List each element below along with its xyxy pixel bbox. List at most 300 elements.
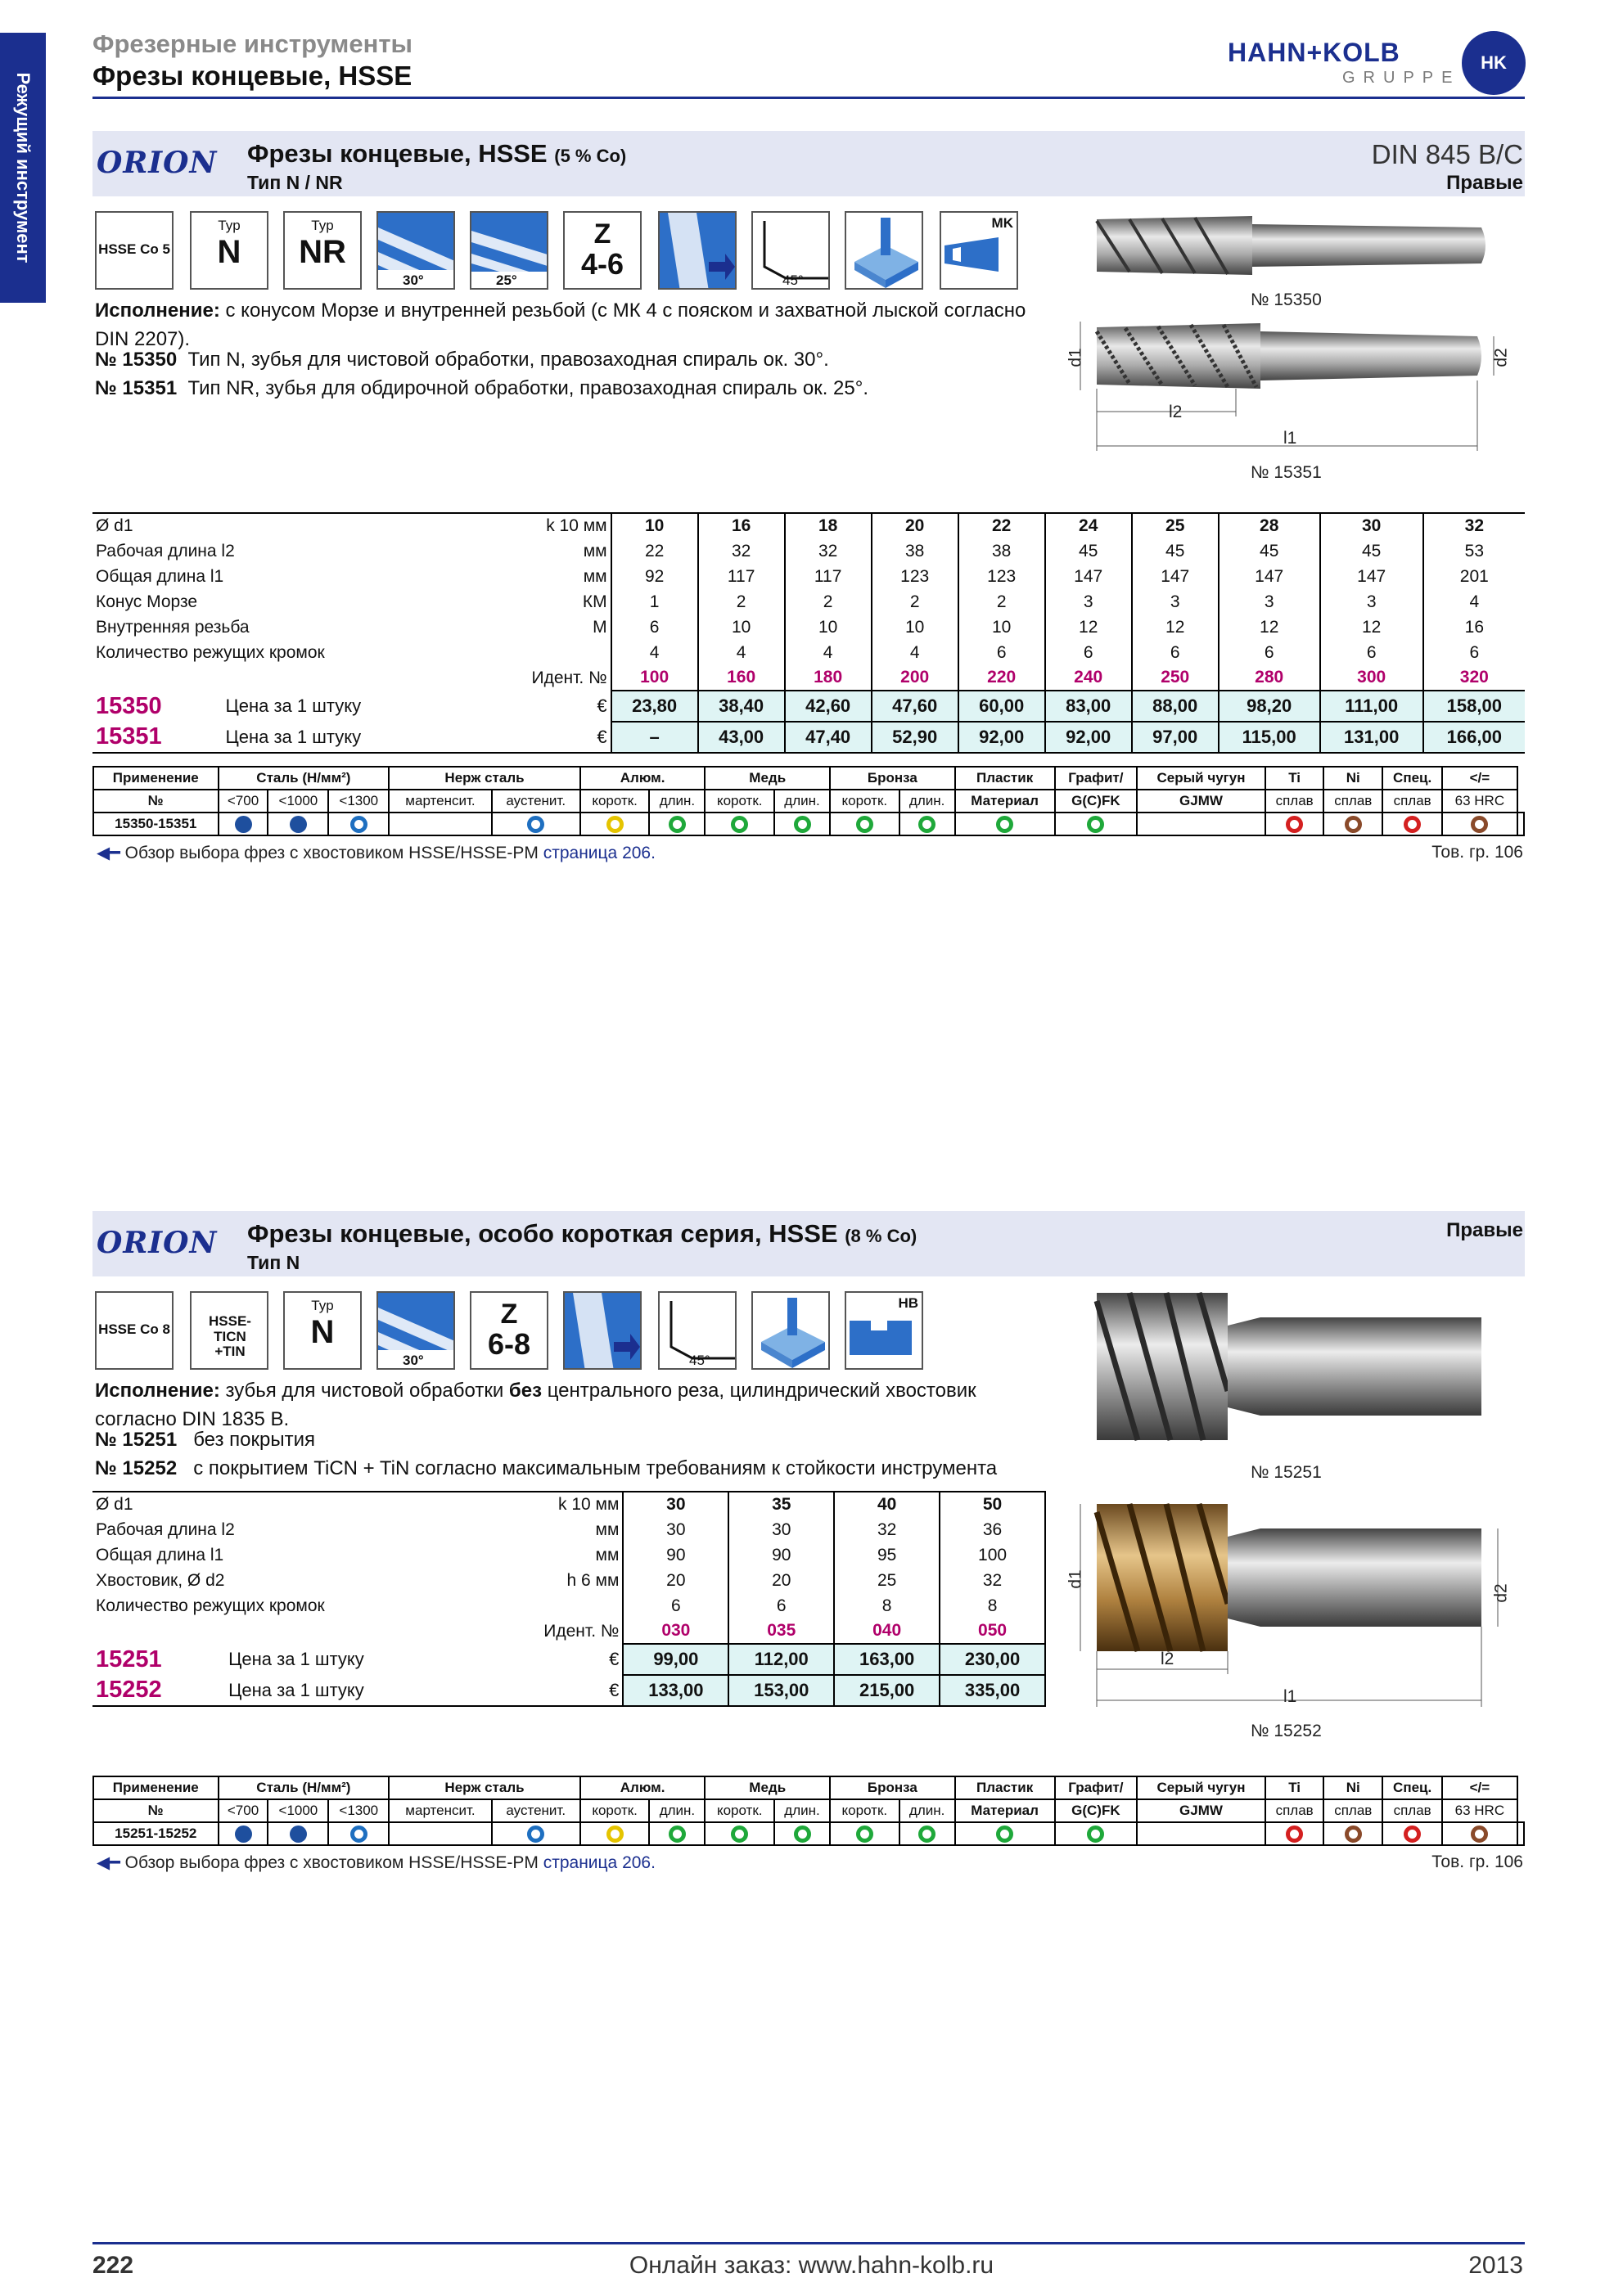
suitability-cell <box>774 1822 830 1845</box>
suitability-dot-icon <box>856 816 873 833</box>
app-subheader-cell: коротк. <box>830 790 899 813</box>
suitability-cell <box>1055 1822 1138 1845</box>
section2-title: Фрезы концевые, особо короткая серия, HSSE (8 % Co) <box>247 1219 917 1248</box>
suitability-cell <box>268 1822 328 1845</box>
helix-30-icon: 30° <box>376 211 455 290</box>
spec-unit: M <box>593 617 607 637</box>
app-header-cell: Пластик <box>955 767 1055 790</box>
spec-row <box>92 538 1525 564</box>
back-arrow-icon: ◀━ <box>97 1853 120 1872</box>
app-header-cell: Алюм. <box>580 1776 706 1799</box>
ident-number: 040 <box>834 1618 940 1644</box>
section1-product-group: Тов. гр. 106 <box>1431 843 1523 862</box>
app-subheader-cell: аустенит. <box>492 1799 580 1822</box>
side-tab[interactable] <box>0 33 46 303</box>
suitability-cell <box>492 813 580 835</box>
spec-value: 4 <box>611 640 698 665</box>
page-number: 222 <box>92 2252 134 2279</box>
article-number: 15251 <box>96 1645 162 1672</box>
spec-value: 25 <box>1132 513 1219 538</box>
suitability-cell <box>705 813 774 835</box>
app-subheader-cell: мартенсит. <box>389 1799 492 1822</box>
spec-unit: мм <box>595 1519 620 1539</box>
price-value: 133,00 <box>623 1675 728 1706</box>
app-subheader-cell: <1000 <box>268 1799 328 1822</box>
price-value: 47,60 <box>872 691 958 722</box>
app-subheader-cell: G(C)FK <box>1055 1799 1138 1822</box>
spec-value: 6 <box>1423 640 1525 665</box>
section1-line-15351: № 15351 Тип NR, зубья для обдирочной обработки, правозаходная спираль ок. 25°. <box>95 377 868 399</box>
suitability-dot-icon <box>350 816 367 833</box>
spec-value: 38 <box>958 538 1045 564</box>
spec-value: 45 <box>1132 538 1219 564</box>
dim-l1: l1 <box>1283 429 1297 448</box>
app-header-cell: Спец. <box>1382 767 1442 790</box>
suitability-cell <box>580 1822 650 1845</box>
suitability-dot-icon <box>731 1826 748 1843</box>
suitability-dot-icon <box>1471 1826 1488 1843</box>
spec-value: 22 <box>611 538 698 564</box>
spec-value: 32 <box>1423 513 1525 538</box>
suitability-cell <box>955 813 1055 835</box>
section2-direction: Правые <box>1446 1219 1523 1241</box>
spec-value: 16 <box>1423 615 1525 640</box>
price-value: 158,00 <box>1423 691 1525 722</box>
suitability-cell <box>219 1822 268 1845</box>
currency: € <box>597 726 607 747</box>
suitability-cell <box>1442 1822 1517 1845</box>
suitability-cell <box>1265 1822 1324 1845</box>
section2-note: ◀━ Обзор выбора фрез с хвостовиком HSSE/HSSE-PM страница 206. <box>97 1853 656 1872</box>
spec-unit: k 10 мм <box>558 1495 620 1514</box>
suitability-dot-icon <box>1345 1826 1362 1843</box>
spec-value: 4 <box>698 640 785 665</box>
spec-value: 100 <box>940 1542 1045 1568</box>
spec-value: 147 <box>1320 564 1423 589</box>
section2-application-table <box>92 1776 1525 1846</box>
price-value: 38,40 <box>698 691 785 722</box>
ident-number: 035 <box>728 1618 834 1644</box>
price-value: 215,00 <box>834 1675 940 1706</box>
suitability-cell <box>1517 1822 1524 1845</box>
app-subheader-cell: аустенит. <box>492 790 580 813</box>
spec-value: 20 <box>623 1568 728 1593</box>
app-subheader-cell: длин. <box>899 790 955 813</box>
suitability-dot-icon <box>731 816 748 833</box>
page-title: Фрезы концевые, HSSE <box>92 61 413 91</box>
caption-15351: № 15351 <box>1251 463 1322 482</box>
spec-value: 92 <box>611 564 698 589</box>
app-subheader-cell: мартенсит. <box>389 790 492 813</box>
spec-value: 10 <box>958 615 1045 640</box>
app-subheader-cell: <700 <box>219 1799 268 1822</box>
tool-image-15350 <box>1080 205 1490 286</box>
shank-hb-icon: HB <box>845 1291 923 1370</box>
price-value: 60,00 <box>958 691 1045 722</box>
spec-value: 2 <box>872 589 958 615</box>
suitability-dot-icon <box>235 816 252 833</box>
ident-number: 030 <box>623 1618 728 1644</box>
spec-value: 18 <box>785 513 872 538</box>
suitability-dot-icon <box>1087 816 1104 833</box>
price-value: 97,00 <box>1132 722 1219 753</box>
price-label: Цена за 1 штуку <box>228 1679 364 1700</box>
section1-brand-logo: ORION <box>97 146 218 180</box>
suitability-dot-icon <box>1286 816 1303 833</box>
article-number: 15252 <box>96 1677 162 1703</box>
material-hsse-co8-icon: HSSE Co 8 <box>95 1291 174 1370</box>
spec-label: Количество режущих кромок <box>96 1596 325 1615</box>
back-arrow-icon: ◀━ <box>97 844 120 862</box>
spec-row <box>92 1517 1045 1542</box>
suitability-dot-icon <box>1345 816 1362 833</box>
price-value: 92,00 <box>958 722 1045 753</box>
section1-type-line: Тип N / NR <box>247 172 343 193</box>
app-subheader-cell: 63 HRC <box>1442 790 1517 813</box>
price-row <box>92 1675 1045 1706</box>
spec-unit: h 6 мм <box>566 1570 620 1590</box>
suitability-dot-icon <box>918 1826 935 1843</box>
spec-value: 10 <box>611 513 698 538</box>
dim-d1: d1 <box>1066 1569 1085 1589</box>
company-logo[interactable] <box>1228 31 1522 95</box>
spec-row <box>92 1542 1045 1568</box>
section1-line-15350: № 15350 Тип N, зубья для чистовой обработки, правозаходная спираль ок. 30°. <box>95 349 829 371</box>
app-header-cell: Применение <box>93 767 219 790</box>
app-header-cell: Бронза <box>830 767 955 790</box>
app-subheader-cell: длин. <box>774 1799 830 1822</box>
app-header-cell: Медь <box>705 1776 830 1799</box>
spec-row <box>92 1568 1045 1593</box>
app-subheader-cell: сплав <box>1323 1799 1382 1822</box>
tool-image-15251 <box>1089 1285 1498 1448</box>
price-value: 163,00 <box>834 1644 940 1675</box>
suitability-cell <box>1265 813 1324 835</box>
price-value: 112,00 <box>728 1644 834 1675</box>
spec-value: 6 <box>728 1593 834 1618</box>
price-row <box>92 691 1525 722</box>
ident-number: 180 <box>785 665 872 691</box>
suitability-cell <box>705 1822 774 1845</box>
section1-application-table <box>92 766 1525 836</box>
footer-year: 2013 <box>1468 2252 1523 2279</box>
app-header-cell: Алюм. <box>580 767 706 790</box>
spec-value: 2 <box>785 589 872 615</box>
suitability-dot-icon <box>669 816 686 833</box>
spec-value: 6 <box>1045 640 1132 665</box>
suitability-dot-icon <box>527 1826 544 1843</box>
suitability-cell <box>580 813 650 835</box>
price-value: 92,00 <box>1045 722 1132 753</box>
suitability-dot-icon <box>235 1826 252 1843</box>
ident-number: 100 <box>611 665 698 691</box>
spec-value: 36 <box>940 1517 1045 1542</box>
shank-mk-icon: MK <box>940 211 1018 290</box>
spec-value: 1 <box>611 589 698 615</box>
price-value: 52,90 <box>872 722 958 753</box>
suitability-dot-icon <box>669 1826 686 1843</box>
spec-unit <box>485 1593 624 1618</box>
material-hsse-co5-icon: HSSE Co 5 <box>95 211 174 290</box>
suitability-dot-icon <box>527 816 544 833</box>
spec-value: 30 <box>1320 513 1423 538</box>
app-header-cell: </= <box>1442 767 1517 790</box>
spec-value: 22 <box>958 513 1045 538</box>
spec-value: 45 <box>1045 538 1132 564</box>
spec-value: 24 <box>1045 513 1132 538</box>
ident-number: 050 <box>940 1618 1045 1644</box>
spec-value: 16 <box>698 513 785 538</box>
ident-label: Идент. № <box>543 1621 620 1641</box>
spec-value: 95 <box>834 1542 940 1568</box>
suitability-cell <box>899 813 955 835</box>
suitability-dot-icon <box>1471 816 1488 833</box>
suitability-dot-icon <box>350 1826 367 1843</box>
suitability-dot-icon <box>606 816 624 833</box>
currency: € <box>597 696 607 716</box>
spec-label: Хвостовик, Ø d2 <box>96 1570 225 1590</box>
suitability-cell <box>830 813 899 835</box>
ident-number: 320 <box>1423 665 1525 691</box>
spec-label: Общая длина l1 <box>96 566 224 586</box>
app-subheader-cell: коротк. <box>830 1799 899 1822</box>
plunge-milling-icon <box>751 1291 830 1370</box>
section1-spec-table <box>92 512 1525 754</box>
spec-label: Ø d1 <box>96 516 133 535</box>
spec-value: 35 <box>728 1492 834 1517</box>
app-header-cell: Серый чугун <box>1137 1776 1265 1799</box>
spec-value: 123 <box>872 564 958 589</box>
app-header-cell: Ti <box>1265 1776 1324 1799</box>
app-subheader-cell: Материал <box>955 1799 1055 1822</box>
spec-value: 117 <box>785 564 872 589</box>
app-subheader-cell: длин. <box>649 790 705 813</box>
ident-label: Идент. № <box>531 668 607 687</box>
spec-value: 147 <box>1132 564 1219 589</box>
section2-note-link[interactable]: страница 206. <box>543 1853 656 1872</box>
suitability-cell <box>492 1822 580 1845</box>
spec-value: 10 <box>872 615 958 640</box>
app-header-cell: Графит/ <box>1055 767 1138 790</box>
spec-value: 12 <box>1320 615 1423 640</box>
ident-number: 160 <box>698 665 785 691</box>
suitability-cell <box>1442 813 1517 835</box>
app-subheader-cell: сплав <box>1382 790 1442 813</box>
price-value: – <box>611 722 698 753</box>
tool-image-15252 <box>1072 1497 1514 1710</box>
price-row <box>92 722 1525 753</box>
type-n-icon: Typ N <box>283 1291 362 1370</box>
price-value: 131,00 <box>1320 722 1423 753</box>
app-subheader-cell: сплав <box>1265 1799 1324 1822</box>
price-value: 166,00 <box>1423 722 1525 753</box>
spec-row <box>92 564 1525 589</box>
ident-number: 240 <box>1045 665 1132 691</box>
dim-d2: d2 <box>1491 1583 1511 1603</box>
suitability-dot-icon <box>1286 1826 1303 1843</box>
ident-number: 220 <box>958 665 1045 691</box>
section2-line-15251: № 15251 без покрытия <box>95 1429 315 1451</box>
app-subheader-cell: <1300 <box>328 1799 389 1822</box>
spec-label: Конус Морзе <box>96 592 198 611</box>
spec-value: 3 <box>1045 589 1132 615</box>
dim-d2: d2 <box>1491 348 1511 367</box>
app-subheader-cell: длин. <box>774 790 830 813</box>
suitability-cell <box>219 813 268 835</box>
section1-title: Фрезы концевые, HSSE (5 % Co) <box>247 139 627 168</box>
spec-value: 4 <box>1423 589 1525 615</box>
app-header-cell: Ti <box>1265 767 1324 790</box>
spec-value: 30 <box>623 1492 728 1517</box>
spec-value: 12 <box>1045 615 1132 640</box>
app-subheader-cell: коротк. <box>705 1799 774 1822</box>
spec-value: 40 <box>834 1492 940 1517</box>
price-value: 47,40 <box>785 722 872 753</box>
suitability-cell <box>1055 813 1138 835</box>
suitability-cell <box>1323 1822 1382 1845</box>
spec-label: Внутренняя резьба <box>96 617 250 637</box>
app-header-cell: Спец. <box>1382 1776 1442 1799</box>
logo-text: HAHN+KOLB <box>1228 38 1400 67</box>
dim-l2: l2 <box>1161 1650 1174 1668</box>
app-subheader-cell: 63 HRC <box>1442 1799 1517 1822</box>
spec-label: Рабочая длина l2 <box>96 541 235 560</box>
suitability-dot-icon <box>794 1826 811 1843</box>
spec-value: 117 <box>698 564 785 589</box>
price-label: Цена за 1 штуку <box>225 726 362 747</box>
section2-line-15252: № 15252 с покрытием TiCN + TiN согласно максимальным требованиям к стойкости инструмента <box>95 1457 998 1479</box>
app-header-cell: Графит/ <box>1055 1776 1138 1799</box>
app-header-cell: Сталь (Н/мм²) <box>219 1776 390 1799</box>
app-subheader-cell: <1000 <box>268 790 328 813</box>
spec-value: 8 <box>940 1593 1045 1618</box>
spec-unit: мм <box>595 1545 620 1564</box>
spec-value: 6 <box>611 615 698 640</box>
section2-product-group: Тов. гр. 106 <box>1431 1853 1523 1871</box>
suitability-cell <box>268 813 328 835</box>
spec-unit <box>476 640 611 665</box>
spec-row <box>92 513 1525 538</box>
spec-value: 147 <box>1045 564 1132 589</box>
footer-rule <box>92 2242 1525 2244</box>
spec-value: 2 <box>698 589 785 615</box>
spec-value: 90 <box>728 1542 834 1568</box>
app-header-cell: </= <box>1442 1776 1517 1799</box>
price-row <box>92 1644 1045 1675</box>
dim-l1: l1 <box>1283 1687 1297 1706</box>
spec-value: 12 <box>1219 615 1320 640</box>
app-header-cell: Медь <box>705 767 830 790</box>
spec-label: Общая длина l1 <box>96 1545 224 1564</box>
app-header-cell: Серый чугун <box>1137 767 1265 790</box>
spec-value: 8 <box>834 1593 940 1618</box>
price-value: 230,00 <box>940 1644 1045 1675</box>
spec-value: 32 <box>698 538 785 564</box>
app-subheader-cell: коротк. <box>580 790 650 813</box>
suitability-cell <box>328 1822 389 1845</box>
spec-value: 45 <box>1219 538 1320 564</box>
price-label: Цена за 1 штуку <box>228 1649 364 1669</box>
caption-15350: № 15350 <box>1251 290 1322 309</box>
spec-value: 50 <box>940 1492 1045 1517</box>
spec-value: 6 <box>623 1593 728 1618</box>
angle-45-icon: 45° <box>751 211 830 290</box>
spec-unit: мм <box>583 541 607 560</box>
ident-number: 280 <box>1219 665 1320 691</box>
app-subheader-cell: <1300 <box>328 790 389 813</box>
spec-value: 90 <box>623 1542 728 1568</box>
spec-value: 10 <box>698 615 785 640</box>
price-value: 111,00 <box>1320 691 1423 722</box>
suitability-cell <box>1137 813 1265 835</box>
app-subheader-cell: сплав <box>1323 790 1382 813</box>
app-subheader-cell: сплав <box>1265 790 1324 813</box>
spec-row <box>92 589 1525 615</box>
section1-description: Исполнение: с конусом Морзе и внутренней резьбой (с МК 4 с пояском и захватной лыской согласно DIN 2207). <box>95 299 1026 350</box>
spec-row <box>92 1593 1045 1618</box>
suitability-cell <box>1137 1822 1265 1845</box>
header-rule <box>92 97 1525 99</box>
price-value: 335,00 <box>940 1675 1045 1706</box>
app-subheader-cell: коротк. <box>580 1799 650 1822</box>
app-subheader-cell: № <box>93 790 219 813</box>
spec-row <box>92 1492 1045 1517</box>
suitability-cell <box>830 1822 899 1845</box>
suitability-dot-icon <box>996 1826 1013 1843</box>
app-subheader-cell: длин. <box>649 1799 705 1822</box>
spec-row <box>92 640 1525 665</box>
app-header-cell: Пластик <box>955 1776 1055 1799</box>
app-subheader-cell: № <box>93 1799 219 1822</box>
section1-note-link[interactable]: страница 206. <box>543 844 656 862</box>
spec-unit: мм <box>583 566 607 586</box>
spec-value: 30 <box>728 1517 834 1542</box>
spec-value: 4 <box>872 640 958 665</box>
app-subheader-cell: коротк. <box>705 790 774 813</box>
suitability-cell <box>899 1822 955 1845</box>
type-n-icon: Typ N <box>190 211 268 290</box>
suitability-cell <box>649 813 705 835</box>
ident-number: 300 <box>1320 665 1423 691</box>
suitability-dot-icon <box>996 816 1013 833</box>
app-header-cell: Ni <box>1323 767 1382 790</box>
spec-label: Ø d1 <box>96 1495 133 1514</box>
section1-direction: Правые <box>1446 172 1523 194</box>
article-number: 15351 <box>96 723 162 750</box>
footer-order-link[interactable]: Онлайн заказ: www.hahn-kolb.ru <box>629 2252 994 2279</box>
spec-value: 32 <box>940 1568 1045 1593</box>
suitability-cell <box>1323 813 1382 835</box>
plunge-milling-icon <box>845 211 923 290</box>
dim-l2: l2 <box>1169 403 1183 421</box>
price-value: 88,00 <box>1132 691 1219 722</box>
spec-label: Рабочая длина l2 <box>96 1519 235 1539</box>
ident-number: 250 <box>1132 665 1219 691</box>
suitability-cell <box>389 1822 492 1845</box>
spec-value: 4 <box>785 640 872 665</box>
article-number: 15350 <box>96 692 162 719</box>
section1-note: ◀━ Обзор выбора фрез с хвостовиком HSSE/HSSE-PM страница 206. <box>97 844 656 862</box>
ident-row <box>92 1618 1045 1644</box>
app-header-cell: Бронза <box>830 1776 955 1799</box>
app-header-cell: Применение <box>93 1776 219 1799</box>
section2-brand-logo: ORION <box>97 1226 218 1260</box>
suitability-dot-icon <box>918 816 935 833</box>
helix-25-icon: 25° <box>470 211 548 290</box>
caption-15251: № 15251 <box>1251 1463 1322 1482</box>
app-subheader-cell: G(C)FK <box>1055 790 1138 813</box>
suitability-dot-icon <box>856 1826 873 1843</box>
